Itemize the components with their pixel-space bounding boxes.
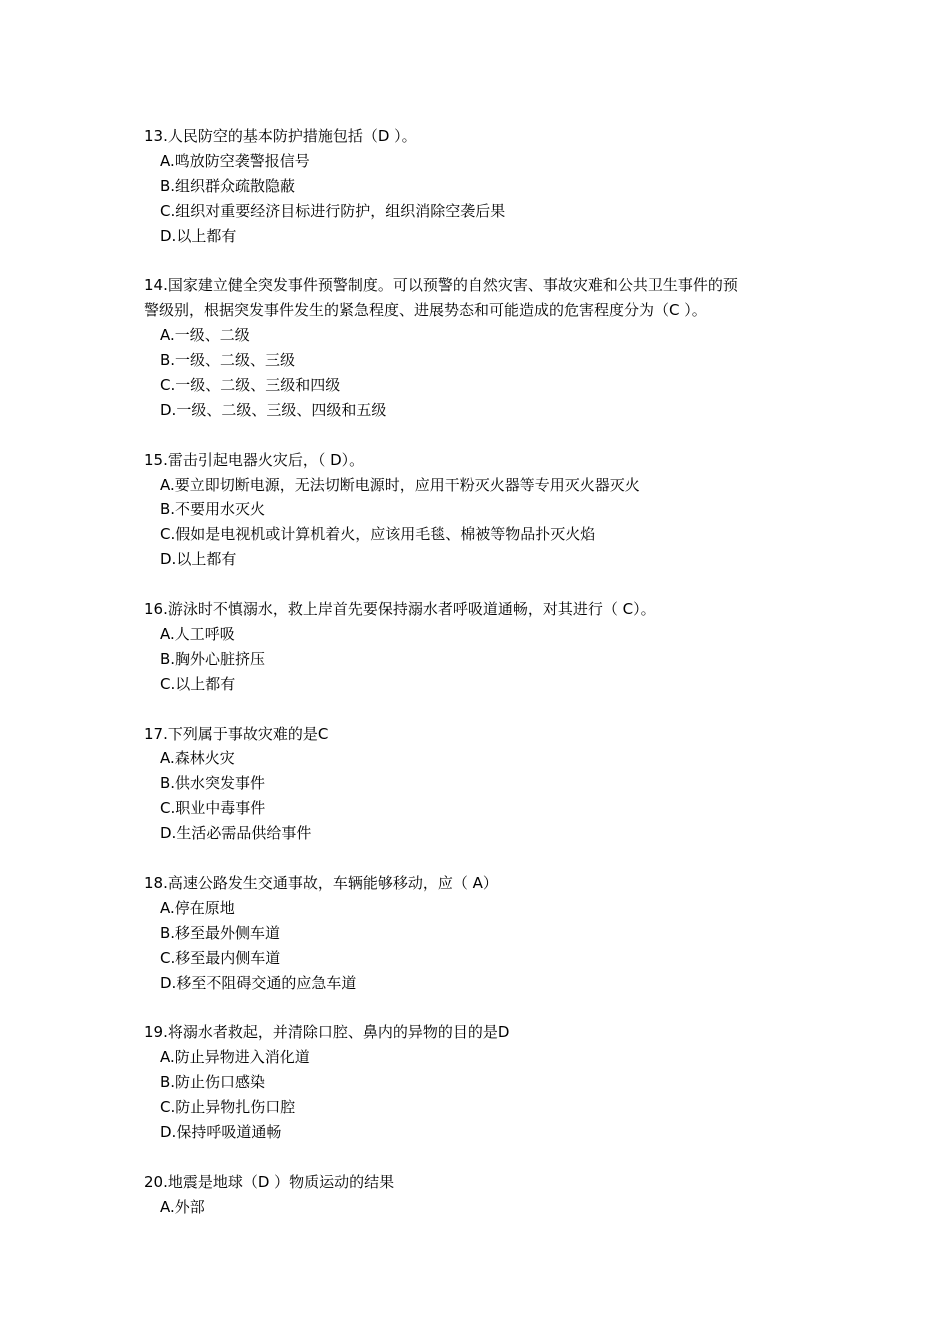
question-text: 18.高速公路发生交通事故，车辆能够移动，应（ A） — [144, 874, 498, 892]
question-text: 19.将溺水者救起，并清除口腔、鼻内的异物的目的是D — [144, 1023, 510, 1041]
question-text: 警级别，根据突发事件发生的紧急程度、进展势态和可能造成的危害程度分为（C ）。 — [144, 301, 707, 319]
answer-option: C.职业中毒事件 — [160, 799, 266, 817]
answer-option: A.森林火灾 — [160, 749, 235, 767]
answer-option: C.以上都有 — [160, 675, 236, 693]
answer-option: A.一级、二级 — [160, 326, 250, 344]
answer-option: B.组织群众疏散隐蔽 — [160, 177, 296, 195]
answer-option: A.鸣放防空袭警报信号 — [160, 152, 310, 170]
answer-option: D.移至不阻碍交通的应急车道 — [160, 974, 357, 992]
answer-option: B.移至最外侧车道 — [160, 924, 281, 942]
answer-option: B.防止伤口感染 — [160, 1073, 266, 1091]
answer-option: B.胸外心脏挤压 — [160, 650, 266, 668]
question-text: 17.下列属于事故灾难的是C — [144, 725, 329, 743]
answer-option: D.一级、二级、三级、四级和五级 — [160, 401, 387, 419]
answer-option: D.保持呼吸道通畅 — [160, 1123, 282, 1141]
answer-option: C.防止异物扎伤口腔 — [160, 1098, 296, 1116]
answer-option: C.组织对重要经济目标进行防护，组织消除空袭后果 — [160, 202, 506, 220]
question-text: 16.游泳时不慎溺水，救上岸首先要保持溺水者呼吸道通畅，对其进行（ C）。 — [144, 600, 656, 618]
question-text: 13.人民防空的基本防护措施包括（D ）。 — [144, 127, 417, 145]
answer-option: D.以上都有 — [160, 550, 237, 568]
answer-option: B.供水突发事件 — [160, 774, 266, 792]
answer-option: D.以上都有 — [160, 227, 237, 245]
question-text: 20.地震是地球（D ）物质运动的结果 — [144, 1173, 395, 1191]
question-text: 14.国家建立健全突发事件预警制度。可以预警的自然灾害、事故灾难和公共卫生事件的预 — [144, 276, 738, 294]
answer-option: C.假如是电视机或计算机着火，应该用毛毯、棉被等物品扑灭火焰 — [160, 525, 596, 543]
answer-option: A.防止异物进入消化道 — [160, 1048, 310, 1066]
answer-option: B.不要用水灭火 — [160, 500, 266, 518]
question-text: 15.雷击引起电器火灾后，（ D）。 — [144, 451, 365, 469]
answer-option: A.外部 — [160, 1198, 205, 1216]
answer-option: B.一级、二级、三级 — [160, 351, 296, 369]
answer-option: A.停在原地 — [160, 899, 235, 917]
answer-option: C.移至最内侧车道 — [160, 949, 281, 967]
answer-option: C.一级、二级、三级和四级 — [160, 376, 341, 394]
answer-option: D.生活必需品供给事件 — [160, 824, 312, 842]
answer-option: A.人工呼吸 — [160, 625, 235, 643]
answer-option: A.要立即切断电源，无法切断电源时，应用干粉灭火器等专用灭火器灭火 — [160, 476, 640, 494]
